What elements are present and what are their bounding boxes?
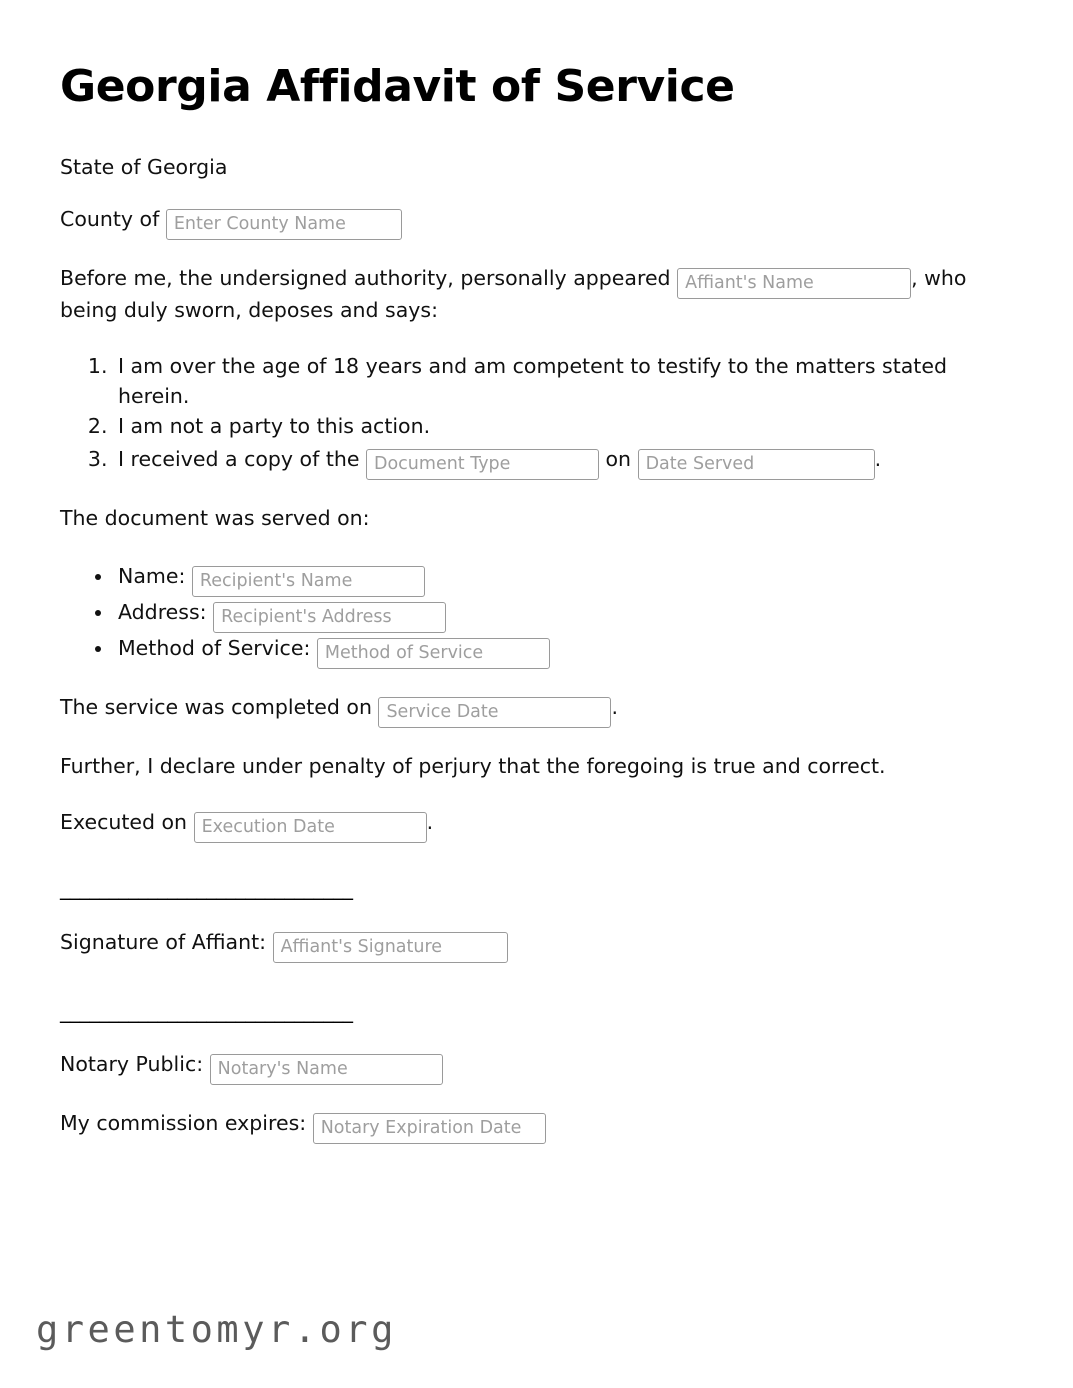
service-completed-line <box>60 693 1013 725</box>
statement-text-3-prefix: I received a copy of the <box>118 446 366 471</box>
recipient-address-label: Address: <box>118 600 214 625</box>
intro-text-after: , who being duly sworn, deposes and says: <box>60 266 967 323</box>
county-label: County of <box>60 207 166 232</box>
list-item <box>114 442 1013 477</box>
executed-suffix: . <box>426 810 434 835</box>
list-item <box>114 352 1013 410</box>
date-served-input[interactable] <box>638 449 875 480</box>
notary-public-line <box>60 1050 1013 1082</box>
service-details-list <box>60 560 1013 666</box>
statement-text-1: I am over the age of 18 years and am competent to testify to the matters stated herein. <box>118 354 947 408</box>
affiant-signature-line <box>60 928 1013 960</box>
list-item <box>114 596 1013 630</box>
recipient-address-input[interactable] <box>213 602 446 633</box>
notary-signature-rule: ______________________________ <box>60 998 353 1023</box>
executed-line <box>60 808 1013 840</box>
document-type-input[interactable] <box>366 449 599 480</box>
page-title: Georgia Affidavit of Service <box>60 61 735 112</box>
service-completed-label: The service was completed on <box>60 695 379 720</box>
service-completed-suffix: . <box>611 695 618 720</box>
recipient-name-input[interactable] <box>192 566 425 597</box>
affidavit-statements-list <box>60 352 1013 477</box>
notary-expiration-input[interactable] <box>313 1113 546 1144</box>
intro-text-before: Before me, the undersigned authority, personally appeared <box>60 266 678 291</box>
service-date-input[interactable] <box>378 697 611 728</box>
method-of-service-label: Method of Service: <box>118 636 317 661</box>
list-item <box>114 632 1013 666</box>
list-item <box>114 560 1013 594</box>
perjury-declaration: Further, I declare under penalty of perjury that the foregoing is true and correct. <box>60 754 886 779</box>
notary-public-label: Notary Public: <box>60 1052 210 1077</box>
intro-paragraph <box>60 264 1013 325</box>
affiant-signature-rule: ______________________________ <box>60 876 353 901</box>
execution-date-input[interactable] <box>194 812 427 843</box>
county-line <box>60 205 1013 237</box>
statement-text-3-middle: on <box>599 446 638 471</box>
list-item <box>114 412 1013 441</box>
county-input[interactable] <box>166 209 402 240</box>
statement-text-2: I am not a party to this action. <box>118 413 431 438</box>
executed-label: Executed on <box>60 810 194 835</box>
commission-expires-label: My commission expires: <box>60 1111 313 1136</box>
recipient-name-label: Name: <box>118 564 192 589</box>
affiant-signature-label: Signature of Affiant: <box>60 929 273 954</box>
statement-text-3-suffix: . <box>874 446 882 471</box>
state-line: State of Georgia <box>60 155 228 180</box>
notary-name-input[interactable] <box>210 1054 443 1085</box>
method-of-service-input[interactable] <box>317 638 550 669</box>
site-watermark: greentomyr.org <box>36 1308 397 1351</box>
affiant-name-input[interactable] <box>677 268 911 299</box>
affiant-signature-input[interactable] <box>273 932 508 963</box>
commission-expires-line <box>60 1109 1013 1141</box>
served-heading: The document was served on: <box>60 506 370 531</box>
